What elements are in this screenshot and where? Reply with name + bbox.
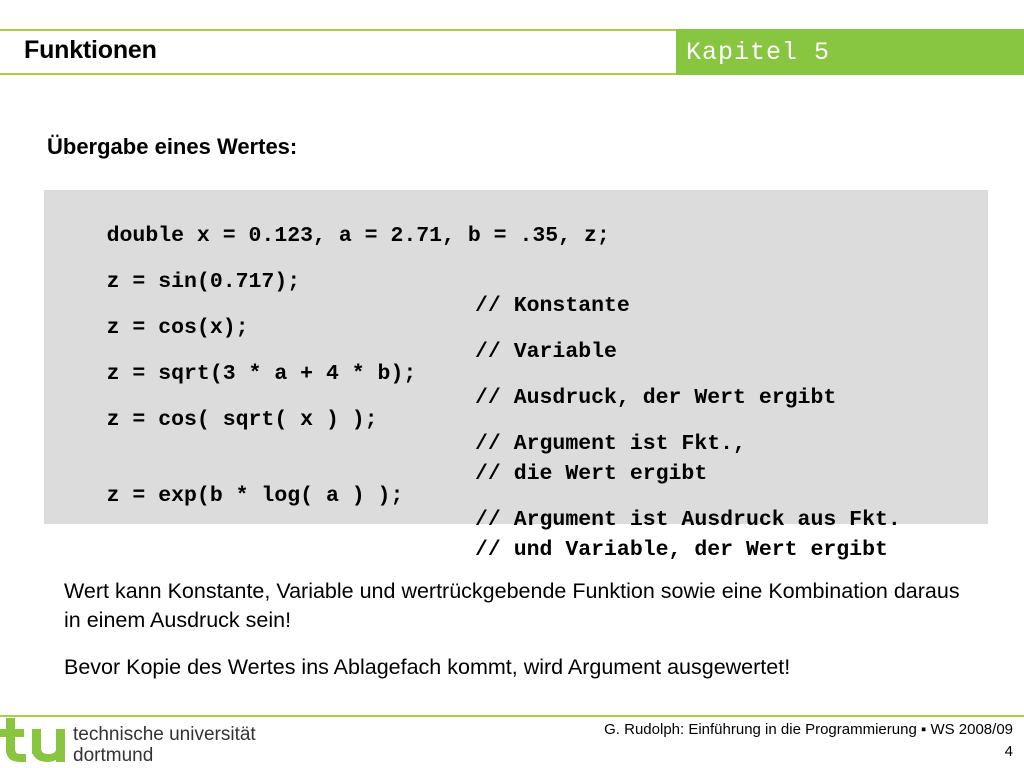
chapter-label: Kapitel 5	[686, 38, 831, 67]
code-comment: // die Wert ergibt	[475, 462, 708, 486]
section-heading: Übergabe eines Wertes:	[47, 134, 298, 159]
code-comment: // Variable	[475, 340, 617, 364]
university-name-line: technische universität	[73, 724, 256, 745]
note-paragraph: Bevor Kopie des Wertes ins Ablagefach kommt, wird Argument ausgewertet!	[64, 655, 791, 679]
page-number: 4	[1004, 743, 1013, 760]
code-comment: // Argument ist Fkt.,	[475, 432, 746, 456]
tu-logo	[0, 716, 68, 768]
code-text: z = sqrt(3 * a + 4 * b);	[106, 362, 417, 386]
code-text: z = cos(x);	[106, 316, 249, 340]
code-panel	[44, 190, 988, 562]
code-comment: // und Variable, der Wert ergibt	[475, 538, 888, 562]
code-text: z = cos( sqrt( x ) );	[106, 408, 378, 432]
code-comment: // Konstante	[475, 294, 630, 318]
slide-title: Funktionen	[24, 36, 157, 64]
code-text: z = exp(b * log( a ) );	[106, 484, 404, 508]
code-comment: // Ausdruck, der Wert ergibt	[475, 386, 837, 410]
header-bottom-rule	[0, 73, 676, 75]
footer-citation: G. Rudolph: Einführung in die Programmierung ▪ WS 2008/09	[604, 721, 1013, 738]
chapter-banner	[676, 29, 1024, 75]
code-text: double x = 0.123, a = 2.71, b = .35, z;	[106, 224, 610, 248]
footer-rule	[0, 715, 1024, 717]
university-name-line: dortmund	[73, 745, 154, 766]
code-comment: // Argument ist Ausdruck aus Fkt.	[475, 508, 901, 532]
note-paragraph: Wert kann Konstante, Variable und wertrückgebende Funktion sowie eine Kombination daraus in einem Ausdruck sein!	[64, 579, 960, 632]
code-text: z = sin(0.717);	[106, 270, 301, 294]
university-name	[73, 724, 256, 766]
code-line	[55, 246, 630, 318]
code-line	[55, 200, 610, 248]
